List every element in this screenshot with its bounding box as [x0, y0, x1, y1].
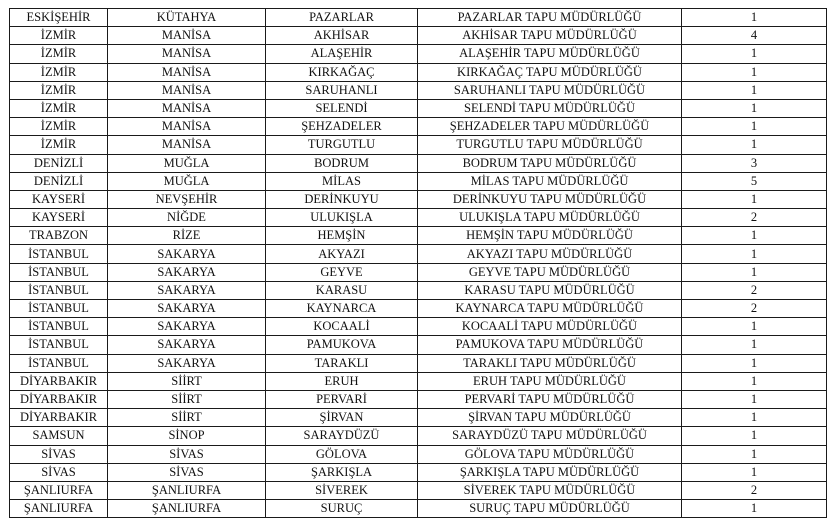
province-cell: MANİSA — [108, 63, 266, 81]
table-row — [10, 354, 827, 372]
district-cell: ULUKIŞLA — [266, 209, 418, 227]
region-cell: KAYSERİ — [10, 190, 108, 208]
district-cell: MİLAS — [266, 172, 418, 190]
office-cell: AKYAZI TAPU MÜDÜRLÜĞÜ — [418, 245, 682, 263]
district-cell: BODRUM — [266, 154, 418, 172]
region-cell: İZMİR — [10, 63, 108, 81]
province-cell: MANİSA — [108, 27, 266, 45]
region-cell: DENİZLİ — [10, 172, 108, 190]
count-cell: 3 — [682, 154, 827, 172]
office-cell: SARUHANLI TAPU MÜDÜRLÜĞÜ — [418, 81, 682, 99]
table-row — [10, 463, 827, 481]
count-cell: 1 — [682, 9, 827, 27]
count-cell: 1 — [682, 500, 827, 518]
province-cell: SİVAS — [108, 445, 266, 463]
region-cell: İZMİR — [10, 45, 108, 63]
count-cell: 1 — [682, 263, 827, 281]
table-row — [10, 500, 827, 518]
district-cell: SURUÇ — [266, 500, 418, 518]
table-row — [10, 81, 827, 99]
province-cell: SİVAS — [108, 463, 266, 481]
table-row — [10, 300, 827, 318]
count-cell: 1 — [682, 336, 827, 354]
province-cell: MANİSA — [108, 118, 266, 136]
district-cell: KIRKAĞAÇ — [266, 63, 418, 81]
region-cell: İZMİR — [10, 136, 108, 154]
district-cell: ERUH — [266, 372, 418, 390]
region-cell: SİVAS — [10, 445, 108, 463]
province-cell: SİİRT — [108, 409, 266, 427]
region-cell: İSTANBUL — [10, 336, 108, 354]
region-cell: İSTANBUL — [10, 263, 108, 281]
province-cell: SİİRT — [108, 372, 266, 390]
province-cell: SAKARYA — [108, 354, 266, 372]
table-row — [10, 263, 827, 281]
province-cell: KÜTAHYA — [108, 9, 266, 27]
table-row — [10, 209, 827, 227]
office-cell: ŞİRVAN TAPU MÜDÜRLÜĞÜ — [418, 409, 682, 427]
data-table — [9, 8, 827, 518]
count-cell: 1 — [682, 227, 827, 245]
table-row — [10, 118, 827, 136]
count-cell: 1 — [682, 463, 827, 481]
office-cell: GÖLOVA TAPU MÜDÜRLÜĞÜ — [418, 445, 682, 463]
office-cell: KARASU TAPU MÜDÜRLÜĞÜ — [418, 281, 682, 299]
district-cell: AKHİSAR — [266, 27, 418, 45]
district-cell: GÖLOVA — [266, 445, 418, 463]
count-cell: 1 — [682, 63, 827, 81]
region-cell: DİYARBAKIR — [10, 372, 108, 390]
table-row — [10, 445, 827, 463]
count-cell: 2 — [682, 300, 827, 318]
count-cell: 1 — [682, 372, 827, 390]
region-cell: İSTANBUL — [10, 245, 108, 263]
province-cell: MANİSA — [108, 45, 266, 63]
table-row — [10, 318, 827, 336]
province-cell: MUĞLA — [108, 172, 266, 190]
province-cell: SİİRT — [108, 390, 266, 408]
region-cell: İZMİR — [10, 81, 108, 99]
table-row — [10, 154, 827, 172]
table-row — [10, 427, 827, 445]
region-cell: DENİZLİ — [10, 154, 108, 172]
office-cell: SURUÇ TAPU MÜDÜRLÜĞÜ — [418, 500, 682, 518]
district-cell: SİVEREK — [266, 481, 418, 499]
office-cell: KOCAALİ TAPU MÜDÜRLÜĞÜ — [418, 318, 682, 336]
count-cell: 5 — [682, 172, 827, 190]
province-cell: SİNOP — [108, 427, 266, 445]
province-cell: MANİSA — [108, 81, 266, 99]
district-cell: TURGUTLU — [266, 136, 418, 154]
office-cell: DERİNKUYU TAPU MÜDÜRLÜĞÜ — [418, 190, 682, 208]
province-cell: SAKARYA — [108, 318, 266, 336]
table-row — [10, 245, 827, 263]
district-cell: KOCAALİ — [266, 318, 418, 336]
count-cell: 1 — [682, 427, 827, 445]
table-row — [10, 281, 827, 299]
region-cell: İSTANBUL — [10, 354, 108, 372]
office-cell: ŞARKIŞLA TAPU MÜDÜRLÜĞÜ — [418, 463, 682, 481]
office-cell: GEYVE TAPU MÜDÜRLÜĞÜ — [418, 263, 682, 281]
office-cell: ULUKIŞLA TAPU MÜDÜRLÜĞÜ — [418, 209, 682, 227]
office-cell: AKHİSAR TAPU MÜDÜRLÜĞÜ — [418, 27, 682, 45]
office-cell: PERVARİ TAPU MÜDÜRLÜĞÜ — [418, 390, 682, 408]
table-row — [10, 45, 827, 63]
province-cell: SAKARYA — [108, 300, 266, 318]
district-cell: AKYAZI — [266, 245, 418, 263]
province-cell: RİZE — [108, 227, 266, 245]
office-cell: PAMUKOVA TAPU MÜDÜRLÜĞÜ — [418, 336, 682, 354]
office-cell: PAZARLAR TAPU MÜDÜRLÜĞÜ — [418, 9, 682, 27]
count-cell: 2 — [682, 281, 827, 299]
region-cell: İSTANBUL — [10, 318, 108, 336]
region-cell: İSTANBUL — [10, 281, 108, 299]
province-cell: ŞANLIURFA — [108, 481, 266, 499]
province-cell: MANİSA — [108, 136, 266, 154]
office-cell: SİVEREK TAPU MÜDÜRLÜĞÜ — [418, 481, 682, 499]
province-cell: MANİSA — [108, 99, 266, 117]
province-cell: NEVŞEHİR — [108, 190, 266, 208]
district-cell: PAZARLAR — [266, 9, 418, 27]
table-row — [10, 336, 827, 354]
region-cell: TRABZON — [10, 227, 108, 245]
table-row — [10, 63, 827, 81]
region-cell: İZMİR — [10, 99, 108, 117]
table-row — [10, 227, 827, 245]
district-cell: DERİNKUYU — [266, 190, 418, 208]
region-cell: ESKİŞEHİR — [10, 9, 108, 27]
office-cell: KIRKAĞAÇ TAPU MÜDÜRLÜĞÜ — [418, 63, 682, 81]
count-cell: 4 — [682, 27, 827, 45]
table-row — [10, 190, 827, 208]
count-cell: 1 — [682, 245, 827, 263]
district-cell: GEYVE — [266, 263, 418, 281]
province-cell: SAKARYA — [108, 336, 266, 354]
table-row — [10, 9, 827, 27]
office-cell: ŞEHZADELER TAPU MÜDÜRLÜĞÜ — [418, 118, 682, 136]
region-cell: DİYARBAKIR — [10, 390, 108, 408]
office-cell: MİLAS TAPU MÜDÜRLÜĞÜ — [418, 172, 682, 190]
region-cell: DİYARBAKIR — [10, 409, 108, 427]
table-row — [10, 481, 827, 499]
district-cell: SELENDİ — [266, 99, 418, 117]
district-cell: KARASU — [266, 281, 418, 299]
region-cell: İSTANBUL — [10, 300, 108, 318]
district-cell: ALAŞEHİR — [266, 45, 418, 63]
district-cell: KAYNARCA — [266, 300, 418, 318]
region-cell: KAYSERİ — [10, 209, 108, 227]
count-cell: 2 — [682, 209, 827, 227]
table-row — [10, 99, 827, 117]
count-cell: 1 — [682, 136, 827, 154]
count-cell: 1 — [682, 118, 827, 136]
table-body — [10, 9, 827, 518]
region-cell: İZMİR — [10, 118, 108, 136]
office-cell: ERUH TAPU MÜDÜRLÜĞÜ — [418, 372, 682, 390]
count-cell: 1 — [682, 445, 827, 463]
region-cell: SİVAS — [10, 463, 108, 481]
table-row — [10, 136, 827, 154]
office-cell: HEMŞİN TAPU MÜDÜRLÜĞÜ — [418, 227, 682, 245]
district-cell: SARUHANLI — [266, 81, 418, 99]
district-cell: ŞEHZADELER — [266, 118, 418, 136]
office-cell: SARAYDÜZÜ TAPU MÜDÜRLÜĞÜ — [418, 427, 682, 445]
office-cell: ALAŞEHİR TAPU MÜDÜRLÜĞÜ — [418, 45, 682, 63]
district-cell: TARAKLI — [266, 354, 418, 372]
table-row — [10, 390, 827, 408]
region-cell: ŞANLIURFA — [10, 481, 108, 499]
province-cell: SAKARYA — [108, 245, 266, 263]
district-cell: HEMŞİN — [266, 227, 418, 245]
table-row — [10, 372, 827, 390]
region-cell: ŞANLIURFA — [10, 500, 108, 518]
table-row — [10, 27, 827, 45]
office-cell: TURGUTLU TAPU MÜDÜRLÜĞÜ — [418, 136, 682, 154]
province-cell: ŞANLIURFA — [108, 500, 266, 518]
table-row — [10, 409, 827, 427]
district-cell: SARAYDÜZÜ — [266, 427, 418, 445]
province-cell: SAKARYA — [108, 263, 266, 281]
count-cell: 2 — [682, 481, 827, 499]
office-cell: BODRUM TAPU MÜDÜRLÜĞÜ — [418, 154, 682, 172]
region-cell: SAMSUN — [10, 427, 108, 445]
count-cell: 1 — [682, 190, 827, 208]
table-row — [10, 172, 827, 190]
province-cell: NİĞDE — [108, 209, 266, 227]
district-cell: PERVARİ — [266, 390, 418, 408]
region-cell: İZMİR — [10, 27, 108, 45]
office-cell: KAYNARCA TAPU MÜDÜRLÜĞÜ — [418, 300, 682, 318]
count-cell: 1 — [682, 390, 827, 408]
district-cell: ŞARKIŞLA — [266, 463, 418, 481]
district-cell: ŞİRVAN — [266, 409, 418, 427]
office-cell: SELENDİ TAPU MÜDÜRLÜĞÜ — [418, 99, 682, 117]
district-cell: PAMUKOVA — [266, 336, 418, 354]
count-cell: 1 — [682, 81, 827, 99]
province-cell: SAKARYA — [108, 281, 266, 299]
count-cell: 1 — [682, 354, 827, 372]
count-cell: 1 — [682, 99, 827, 117]
count-cell: 1 — [682, 318, 827, 336]
count-cell: 1 — [682, 409, 827, 427]
count-cell: 1 — [682, 45, 827, 63]
province-cell: MUĞLA — [108, 154, 266, 172]
office-cell: TARAKLI TAPU MÜDÜRLÜĞÜ — [418, 354, 682, 372]
